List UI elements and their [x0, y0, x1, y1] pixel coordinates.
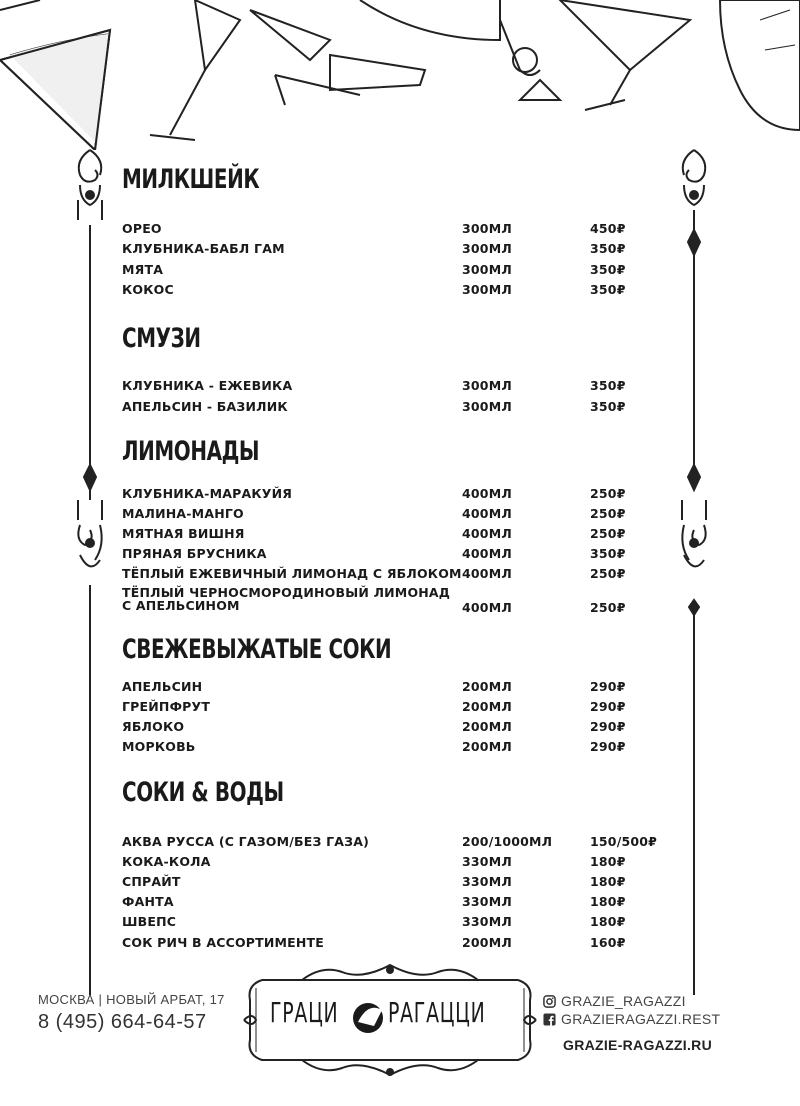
- item-volume: 300МЛ: [462, 221, 512, 236]
- item-name: МОРКОВЬ: [122, 739, 196, 754]
- item-price: 450₽: [590, 221, 626, 236]
- menu-item: [122, 894, 682, 912]
- item-name: МАЛИНА-МАНГО: [122, 506, 244, 521]
- item-price: 350₽: [590, 241, 626, 256]
- section-title-fresh-juices: СВЕЖЕВЫЖАТЫЕ СОКИ: [122, 634, 392, 665]
- section-title-smoothie: СМУЗИ: [122, 323, 201, 354]
- item-name: КОКА-КОЛА: [122, 854, 211, 869]
- item-price: 350₽: [590, 399, 626, 414]
- facebook-link[interactable]: [543, 1010, 720, 1028]
- menu-item: [122, 566, 682, 584]
- item-volume: 200МЛ: [462, 935, 512, 950]
- section-title-milkshake: МИЛКШЕЙК: [122, 164, 260, 195]
- item-volume: 200МЛ: [462, 699, 512, 714]
- menu-item: [122, 486, 682, 504]
- instagram-handle: GRAZIE_RAGAZZI: [561, 993, 686, 1009]
- address: МОСКВА | НОВЫЙ АРБАТ, 17: [38, 992, 225, 1007]
- footer-contacts: [38, 992, 225, 1034]
- cocktail-glasses-illustration: [0, 0, 800, 150]
- menu-item: [122, 399, 682, 417]
- item-volume: 300МЛ: [462, 262, 512, 277]
- facebook-icon: [543, 1013, 556, 1026]
- instagram-icon: [543, 995, 556, 1008]
- item-price: 250₽: [590, 506, 626, 521]
- item-price: 290₽: [590, 719, 626, 734]
- item-name: ОРЕО: [122, 221, 162, 236]
- item-name: ФАНТА: [122, 894, 174, 909]
- item-name: МЯТА: [122, 262, 164, 277]
- menu-item: [122, 262, 682, 280]
- menu-item: [122, 221, 682, 239]
- menu-item: [122, 526, 682, 544]
- item-name: ПРЯНАЯ БРУСНИКА: [122, 546, 267, 561]
- item-volume: 300МЛ: [462, 399, 512, 414]
- logo-text-right: РАГАЦЦИ: [388, 996, 486, 1029]
- item-price: 250₽: [590, 566, 626, 581]
- item-volume: 300МЛ: [462, 282, 512, 297]
- item-volume: 200МЛ: [462, 679, 512, 694]
- section-title-lemonades: ЛИМОНАДЫ: [122, 436, 260, 467]
- item-volume: 200/1000МЛ: [462, 834, 553, 849]
- item-name-line: ТЁПЛЫЙ ЧЕРНОСМОРОДИНОВЫЙ ЛИМОНАД: [122, 585, 451, 600]
- menu-item: [122, 854, 682, 872]
- item-volume: 400МЛ: [462, 600, 512, 615]
- item-price: 180₽: [590, 854, 626, 869]
- menu-item: [122, 506, 682, 524]
- restaurant-logo: [242, 960, 538, 1080]
- menu-item: [122, 241, 682, 259]
- item-volume: 400МЛ: [462, 526, 512, 541]
- menu-item: [122, 719, 682, 737]
- item-name: ШВЕПС: [122, 914, 177, 929]
- item-name: КЛУБНИКА - ЕЖЕВИКА: [122, 378, 293, 393]
- item-name: СОК РИЧ В АССОРТИМЕНТЕ: [122, 935, 325, 950]
- item-price: 150/500₽: [590, 834, 658, 849]
- item-price: 250₽: [590, 526, 626, 541]
- item-volume: 400МЛ: [462, 486, 512, 501]
- logo-text-left: ГРАЦИ: [270, 996, 339, 1029]
- menu-item: [122, 699, 682, 717]
- item-price: 350₽: [590, 262, 626, 277]
- menu-item: [122, 679, 682, 697]
- website-link[interactable]: GRAZIE-RAGAZZI.RU: [563, 1037, 712, 1053]
- item-volume: 330МЛ: [462, 854, 512, 869]
- item-name: СПРАЙТ: [122, 874, 181, 889]
- item-price: 180₽: [590, 914, 626, 929]
- item-price: 290₽: [590, 699, 626, 714]
- item-name: КЛУБНИКА-БАБЛ ГАМ: [122, 241, 285, 256]
- menu-item: [122, 914, 682, 932]
- item-name: МЯТНАЯ ВИШНЯ: [122, 526, 245, 541]
- item-volume: 400МЛ: [462, 566, 512, 581]
- item-price: 350₽: [590, 378, 626, 393]
- item-name: ГРЕЙПФРУТ: [122, 699, 211, 714]
- item-price: 350₽: [590, 282, 626, 297]
- facebook-handle: GRAZIERAGAZZI.REST: [561, 1011, 721, 1027]
- item-volume: 200МЛ: [462, 739, 512, 754]
- menu-item: [122, 834, 682, 852]
- menu-item: [122, 586, 682, 620]
- item-price: 160₽: [590, 935, 626, 950]
- item-price: 180₽: [590, 874, 626, 889]
- item-volume: 300МЛ: [462, 378, 512, 393]
- item-price: 350₽: [590, 546, 626, 561]
- item-name: КОКОС: [122, 282, 174, 297]
- item-price: 250₽: [590, 600, 626, 615]
- item-price: 180₽: [590, 894, 626, 909]
- item-volume: 330МЛ: [462, 874, 512, 889]
- menu-item: [122, 739, 682, 757]
- item-volume: 300МЛ: [462, 241, 512, 256]
- item-volume: 400МЛ: [462, 506, 512, 521]
- section-title-juices-waters: СОКИ & ВОДЫ: [122, 777, 284, 808]
- instagram-link[interactable]: [543, 992, 720, 1010]
- item-name: КЛУБНИКА-МАРАКУЙЯ: [122, 486, 293, 501]
- item-price: 290₽: [590, 739, 626, 754]
- menu-item: [122, 546, 682, 564]
- item-name-line: С АПЕЛЬСИНОМ: [122, 598, 240, 613]
- item-volume: 330МЛ: [462, 914, 512, 929]
- menu-item: [122, 874, 682, 892]
- menu-item: [122, 282, 682, 300]
- left-border-ornament: [70, 145, 110, 1005]
- item-name: ТЁПЛЫЙ ЕЖЕВИЧНЫЙ ЛИМОНАД С ЯБЛОКОМ: [122, 566, 462, 581]
- menu-item: [122, 935, 682, 953]
- footer-social: [543, 992, 720, 1053]
- item-volume: 400МЛ: [462, 546, 512, 561]
- menu-item: [122, 378, 682, 396]
- item-name: АКВА РУССА (С ГАЗОМ/БЕЗ ГАЗА): [122, 834, 370, 849]
- item-name: АПЕЛЬСИН: [122, 679, 203, 694]
- item-name: АПЕЛЬСИН - БАЗИЛИК: [122, 399, 288, 414]
- item-volume: 200МЛ: [462, 719, 512, 734]
- item-price: 290₽: [590, 679, 626, 694]
- item-name: [122, 586, 450, 612]
- phone-number[interactable]: 8 (495) 664-64-57: [38, 1011, 207, 1033]
- item-volume: 330МЛ: [462, 894, 512, 909]
- item-price: 250₽: [590, 486, 626, 501]
- item-name: ЯБЛОКО: [122, 719, 185, 734]
